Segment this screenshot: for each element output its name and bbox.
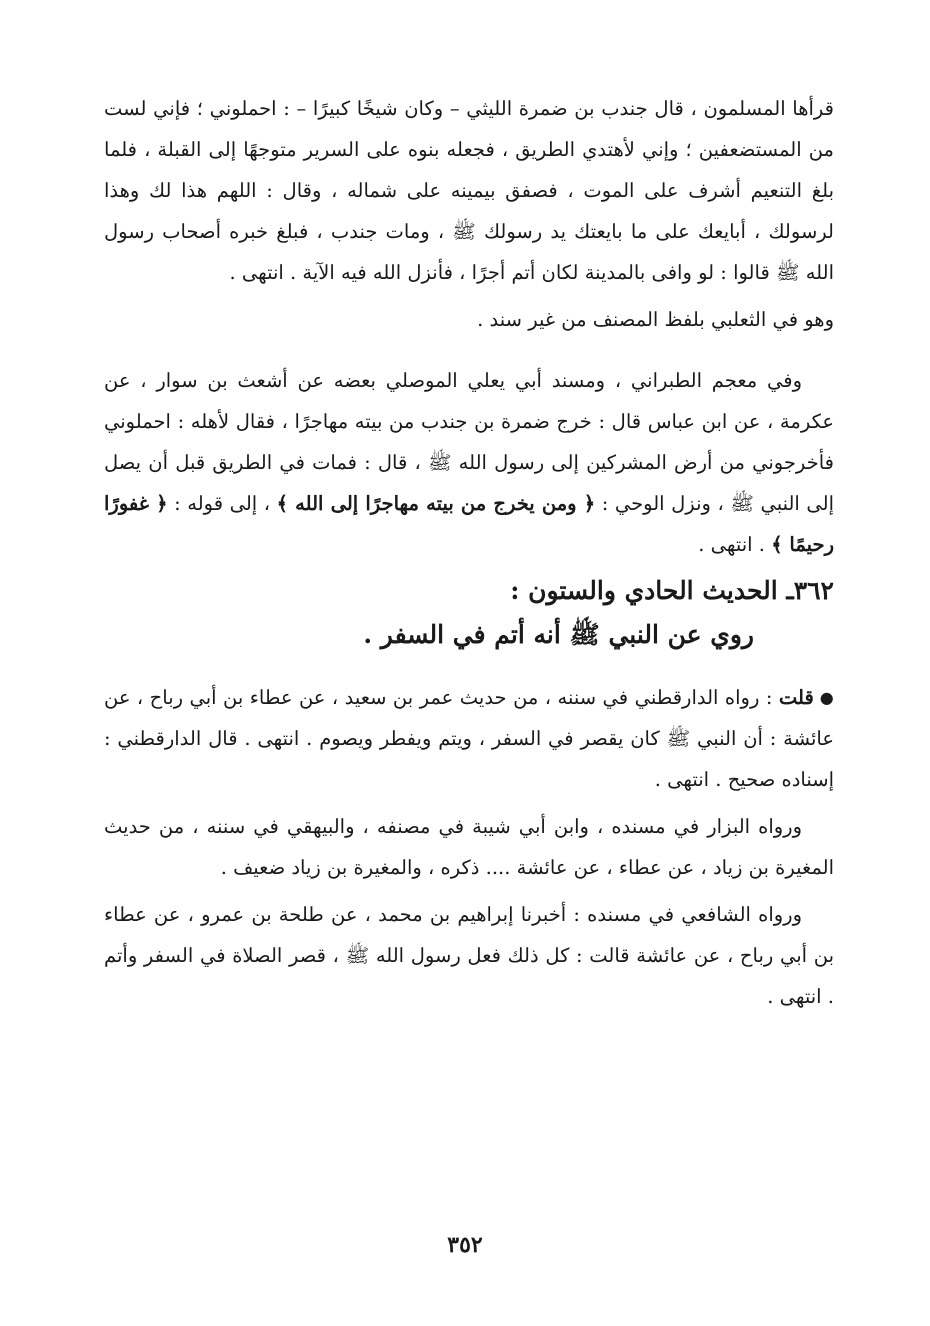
quran-quote-2: ﴿ غفورًا رحيمًا ﴾: [104, 492, 834, 556]
paragraph-tabarani-narration: [104, 360, 834, 565]
paragraph-daraqutni: [104, 677, 834, 800]
narration-text-end: . انتهى .: [698, 533, 772, 556]
daraqutni-text: : رواه الدارقطني في سننه ، من حديث عمر بن سعيد ، عن عطاء بن أبي رباح ، عن عائشة : أن النبي ﷺ كان يقصر في السفر ، ويتم ويفطر ويصوم . انتهى . قال الدارقطني : إسناده صحيح . انتهى .: [104, 686, 834, 791]
paragraph-bazzar: ورواه البزار في مسنده ، وابن أبي شيبة في مصنفه ، والبيهقي في سننه ، من حديث المغيرة بن زياد ، عن عطاء ، عن عائشة .... ذكره ، والمغيرة بن زياد ضعيف .: [104, 815, 834, 879]
narration-text-mid: ، إلى قوله :: [167, 492, 277, 515]
paragraph-thalabi-note: وهو في الثعلبي بلفظ المصنف من غير سند .: [477, 308, 834, 331]
paragraph-shafii: ورواه الشافعي في مسنده : أخبرنا إبراهيم بن محمد ، عن طلحة بن عمرو ، عن عطاء بن أبي رباح ، عن عائشة قالت : كل ذلك فعل رسول الله ﷺ ، قصر الصلاة في السفر وأتم . انتهى .: [104, 903, 834, 1008]
quran-quote-1: ﴿ ومن يخرج من بيته مهاجرًا إلى الله ﴾: [276, 492, 596, 515]
paragraph-jundub-story: قرأها المسلمون ، قال جندب بن ضمرة الليثي – وكان شيخًا كبيرًا – : احملوني ؛ فإني لست من المستضعفين ؛ وإني لأهتدي الطريق ، فجعله بنوه على السرير متوجهًا إلى القبلة ، فلما بلغ التنعيم أشرف على الموت ، فصفق بيمينه على شماله ، وقال : اللهم هذا لك وهذا لرسولك ، أبايعك على ما بايعتك يد رسولك ﷺ ، ومات جندب ، فبلغ خبره أصحاب رسول الله ﷺ قالوا : لو وافى بالمدينة لكان أتم أجرًا ، فأنزل الله فيه الآية . انتهى .: [104, 97, 834, 284]
hadith-heading-text: روي عن النبي ﷺ أنه أتم في السفر .: [363, 620, 754, 649]
narration-text-start: وفي معجم الطبراني ، ومسند أبي يعلي الموصلي بعضه عن أشعث بن سوار ، عن عكرمة ، عن ابن عباس قال : خرج ضمرة بن جندب من بيته مهاجرًا ، فقال لأهله : احملوني فأخرجوني من أرض المشركين إلى رسول الله ﷺ ، قال : فمات في الطريق قبل أن يصل إلى النبي ﷺ ، ونزل الوحي :: [104, 369, 834, 515]
bullet-icon: ●: [819, 688, 834, 707]
hadith-heading-number: ٣٦٢ـ الحديث الحادي والستون :: [510, 576, 834, 605]
qultu-label: قلت: [778, 686, 814, 709]
page-number: ٣٥٢: [447, 1232, 483, 1258]
